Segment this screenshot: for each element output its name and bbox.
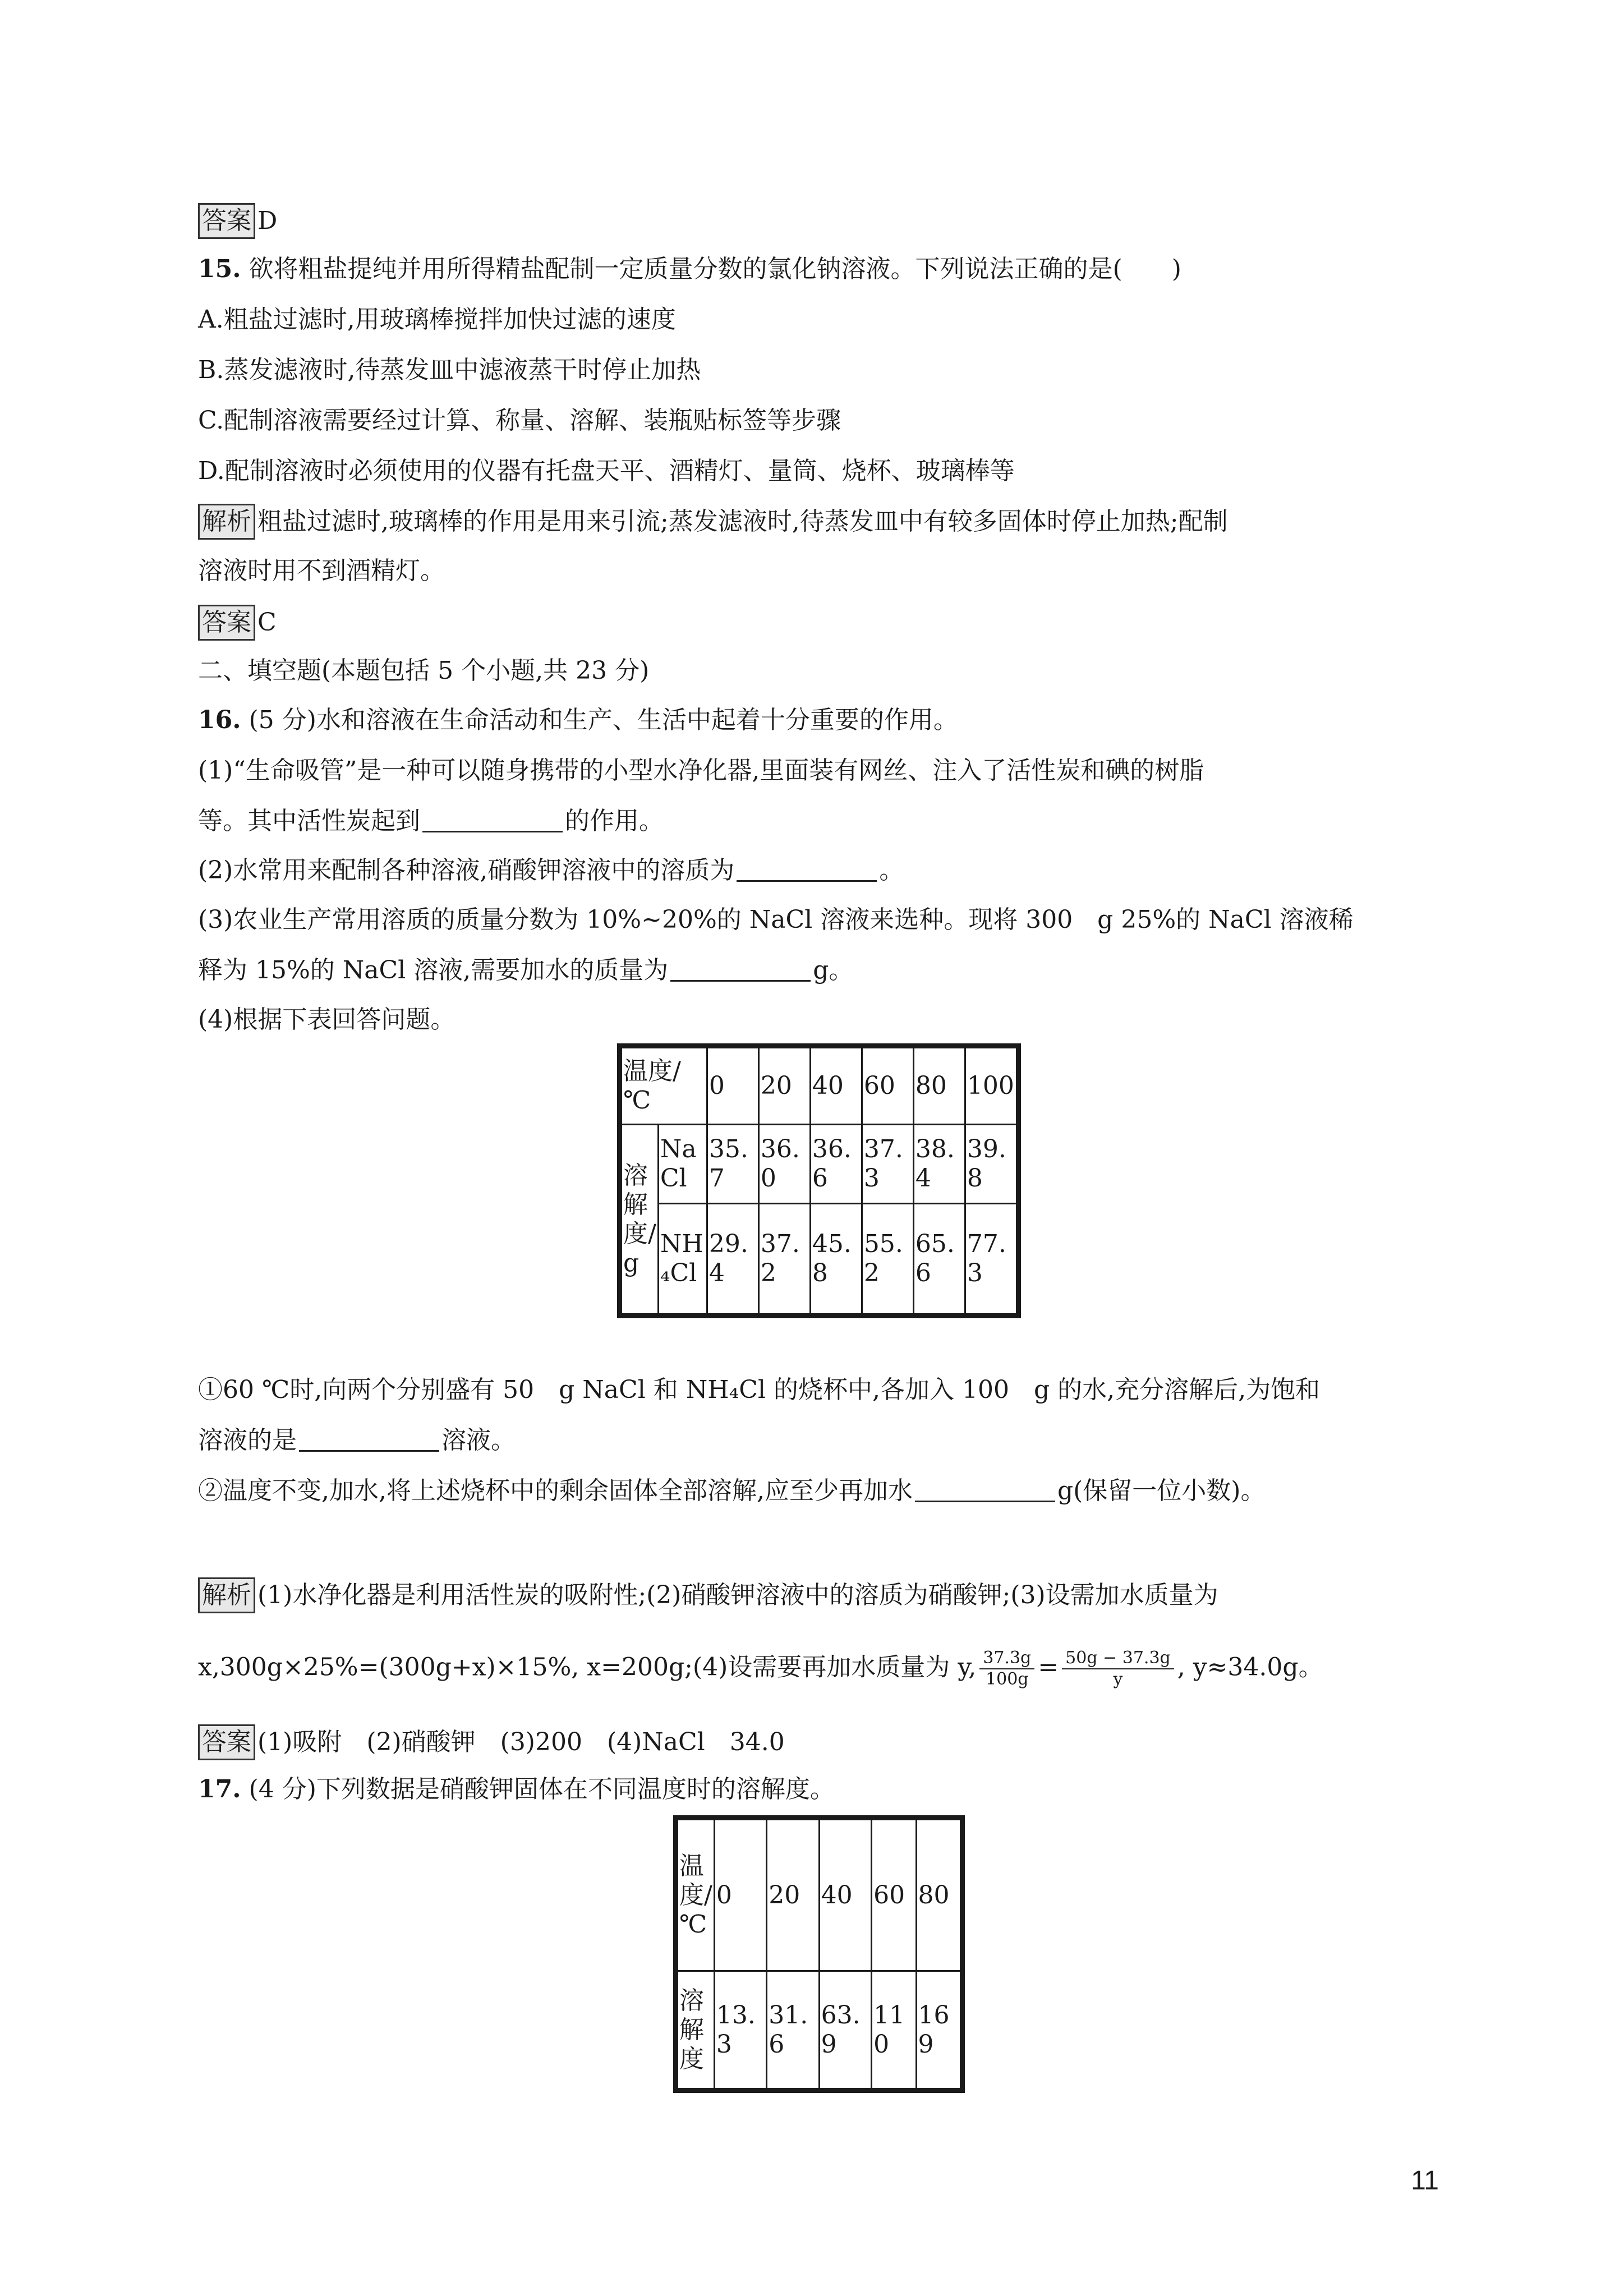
q16-part4: (4)根据下表回答问题。 [198,1005,456,1034]
fraction [1062,1648,1174,1690]
text: 溶液的是 [198,1426,297,1455]
answer-15 [198,605,277,641]
answer-16 [198,1724,785,1760]
question-number: 16. [198,706,241,734]
text: ②温度不变,加水,将上述烧杯中的剩余固体全部溶解,应至少再加水 [198,1476,913,1505]
text: 释为 15%的 NaCl 溶液,需要加水的质量为 [198,956,669,984]
fraction-denominator: 100g [986,1669,1029,1689]
q16-sub-b [198,1474,1265,1508]
question-17-stem [198,1773,835,1806]
q16-part3-cont [198,954,853,987]
value-cell: 38.4 [913,1125,965,1203]
answer-blank[interactable] [422,805,563,832]
q16-part1: (1)“生命吸管”是一种可以随身携带的小型水净化器,里面装有网丝、注入了活性炭和碘的树脂 [198,756,1204,785]
fraction-numerator: 50g − 37.3g [1062,1648,1174,1669]
value-cell: 77.3 [965,1203,1018,1315]
analysis-tag: 解析 [198,1577,255,1613]
answer-blank[interactable] [915,1475,1055,1502]
value-cell: 45.8 [810,1203,862,1315]
analysis-16-cont [198,1648,1323,1690]
text: 。 [879,856,904,885]
temp-cell: 20 [767,1818,819,1971]
answer-blank[interactable] [670,954,811,982]
text: (2)水常用来配制各种溶液,硝酸钾溶液中的溶质为 [198,856,735,885]
row-name: NH₄Cl [658,1203,707,1315]
value-cell: 55.2 [862,1203,913,1315]
answer-value: (1)吸附 (2)硝酸钾 (3)200 (4)NaCl 34.0 [257,1728,785,1756]
analysis-text: 粗盐过滤时,玻璃棒的作用是用来引流;蒸发滤液时,待蒸发皿中有较多固体时停止加热;配制 [257,507,1228,536]
fraction-numerator: 37.3g [979,1648,1034,1669]
fraction [979,1648,1034,1690]
value-cell: 63.9 [819,1971,871,2091]
section-heading: 二、填空题(本题包括 5 个小题,共 23 分) [198,656,650,685]
temp-cell: 60 [872,1818,916,1971]
row-name: NaCl [658,1125,707,1203]
side-label: 溶解度/g [620,1125,659,1316]
temp-cell: 40 [810,1046,862,1125]
value-cell: 110 [872,1971,916,2091]
q16-part1-cont [198,804,664,838]
answer-tag: 答案 [198,1724,255,1760]
answer-14 [198,203,277,239]
option-c: C.配制溶液需要经过计算、称量、溶解、装瓶贴标签等步骤 [198,406,841,435]
temp-cell: 100 [965,1046,1018,1125]
question-15-stem [198,252,1181,286]
answer-tag: 答案 [198,605,255,641]
value-cell: 39.8 [965,1125,1018,1203]
temp-cell: 60 [862,1046,913,1125]
q16-part2 [198,854,904,887]
text: 等。其中活性炭起到 [198,807,420,835]
text: g(保留一位小数)。 [1057,1476,1266,1505]
option-a: A.粗盐过滤时,用玻璃棒搅拌加快过滤的速度 [198,305,676,334]
temp-cell: 80 [913,1046,965,1125]
value-cell: 37.3 [862,1125,913,1203]
answer-blank[interactable] [299,1424,439,1452]
q16-part3: (3)农业生产常用溶质的质量分数为 10%~20%的 NaCl 溶液来选种。现将 300 g 25%的 NaCl 溶液稀 [198,905,1354,934]
answer-tag: 答案 [198,203,255,239]
solubility-table-kno3 [673,1815,965,2093]
text: 溶液。 [441,1426,516,1455]
equals-sign: = [1038,1653,1059,1682]
text: x,300g×25%=(300g+x)×15%, x=200g;(4)设需要再加水质量为 y, [198,1653,977,1682]
text: , y≈34.0g。 [1177,1653,1323,1682]
value-cell: 29.4 [707,1203,758,1315]
header-label: 温度/℃ [676,1818,715,1971]
question-number: 15. [198,255,241,283]
option-d: D.配制溶液时必须使用的仪器有托盘天平、酒精灯、量筒、烧杯、玻璃棒等 [198,457,1015,485]
value-cell: 13.3 [714,1971,766,2091]
value-cell: 31.6 [767,1971,819,2091]
question-text: (5 分)水和溶液在生命活动和生产、生活中起着十分重要的作用。 [241,706,958,734]
question-text: 欲将粗盐提纯并用所得精盐配制一定质量分数的氯化钠溶液。下列说法正确的是( ) [241,255,1181,283]
value-cell: 169 [916,1971,962,2091]
question-number: 17. [198,1775,241,1803]
value-cell: 36.0 [758,1125,810,1203]
value-cell: 36.6 [810,1125,862,1203]
temp-cell: 80 [916,1818,962,1971]
value-cell: 35.7 [707,1125,758,1203]
value-cell: 37.2 [758,1203,810,1315]
option-b: B.蒸发滤液时,待蒸发皿中滤液蒸干时停止加热 [198,356,701,384]
page-number: 11 [1411,2166,1439,2196]
question-16-stem [198,703,958,737]
answer-value: C [257,608,277,637]
temp-cell: 40 [819,1818,871,1971]
temp-cell: 20 [758,1046,810,1125]
temp-cell: 0 [707,1046,758,1125]
text: 的作用。 [565,807,664,835]
solubility-table-nacl-nh4cl [617,1043,1021,1318]
fraction-denominator: y [1113,1669,1123,1689]
analysis-15 [198,504,1228,540]
q16-sub-a: ①60 ℃时,向两个分别盛有 50 g NaCl 和 NH₄Cl 的烧杯中,各加入 100 g 的水,充分溶解后,为饱和 [198,1375,1321,1404]
answer-value: D [257,206,278,235]
q16-sub-a-cont [198,1424,516,1457]
row-label: 溶解度 [676,1971,715,2091]
value-cell: 65.6 [913,1203,965,1315]
analysis-tag: 解析 [198,504,255,540]
question-text: (4 分)下列数据是硝酸钾固体在不同温度时的溶解度。 [241,1775,835,1803]
analysis-text: (1)水净化器是利用活性炭的吸附性;(2)硝酸钾溶液中的溶质为硝酸钾;(3)设需加水质量为 [257,1581,1218,1609]
analysis-15-cont: 溶液时用不到酒精灯。 [198,556,445,585]
text: g。 [813,956,854,984]
header-label: 温度/℃ [620,1046,707,1125]
temp-cell: 0 [714,1818,766,1971]
analysis-16 [198,1577,1218,1613]
answer-blank[interactable] [737,854,877,882]
